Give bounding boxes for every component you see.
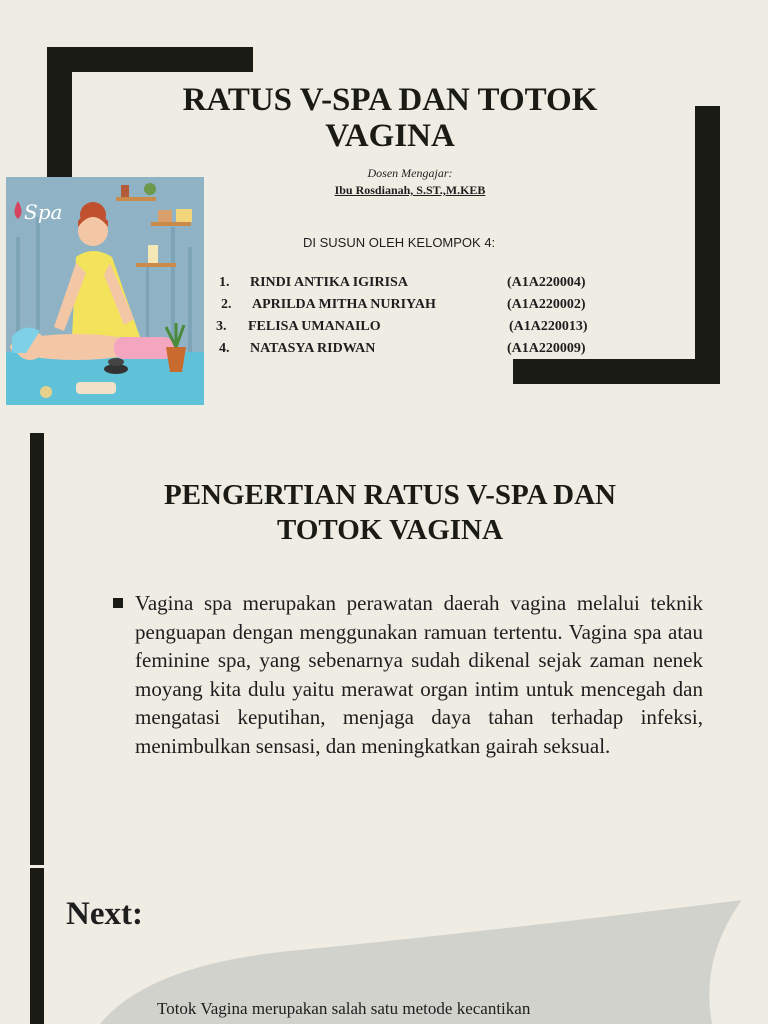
member-number: 4. bbox=[219, 341, 230, 356]
group-label: DI SUSUN OLEH KELOMPOK 4: bbox=[303, 235, 496, 250]
slide-2-title: PENGERTIAN RATUS V-SPA DAN TOTOK VAGINA bbox=[163, 479, 617, 546]
next-heading: Next: bbox=[66, 896, 143, 932]
member-id: (A1A220009) bbox=[507, 341, 586, 356]
member-name: FELISA UMANAILO bbox=[248, 319, 381, 334]
lecturer-label: Dosen Mengajar: bbox=[367, 166, 453, 180]
totok-vagina-text: Totok Vagina merupakan salah satu metode kecantikan bbox=[157, 999, 531, 1018]
frame-bar-top-left-vertical bbox=[47, 47, 72, 177]
spa-logo-text: Spa bbox=[24, 200, 63, 224]
frame-bar-bottom-right-horizontal bbox=[513, 359, 720, 384]
slide-2-left-bar bbox=[30, 433, 44, 865]
definition-paragraph: Vagina spa merupakan perawatan daerah vagina melalui teknik penguapan dengan menggunakan ramuan tertentu. Vagina spa atau feminine spa, yang sebenarnya sudah dikenal sejak zaman nenek moyang kita dulu yaitu merawat organ intim untuk mencegah dan mengatasi keputihan, menjaga daya tahan terhadap infeksi, menimbulkan sensasi, dan meningkatkan gairah seksual. bbox=[135, 591, 703, 758]
member-name: NATASYA RIDWAN bbox=[250, 341, 376, 356]
member-id: (A1A220013) bbox=[509, 319, 588, 334]
slide-1-title: RATUS V-SPA DAN TOTOK VAGINA bbox=[182, 82, 598, 154]
member-number: 1. bbox=[219, 275, 230, 290]
member-name: RINDI ANTIKA IGIRISA bbox=[250, 275, 408, 290]
frame-bar-top-left-horizontal bbox=[47, 47, 253, 72]
member-number: 2. bbox=[221, 297, 232, 312]
member-number: 3. bbox=[216, 319, 227, 334]
member-name: APRILDA MITHA NURIYAH bbox=[252, 297, 436, 312]
member-id: (A1A220004) bbox=[507, 275, 586, 290]
frame-bar-right-vertical bbox=[695, 106, 720, 384]
lecturer-name: Ibu Rosdianah, S.ST.,M.KEB bbox=[334, 183, 486, 197]
spa-massage-illustration bbox=[6, 177, 204, 405]
member-id: (A1A220002) bbox=[507, 297, 586, 312]
bullet-square-icon bbox=[113, 598, 123, 608]
